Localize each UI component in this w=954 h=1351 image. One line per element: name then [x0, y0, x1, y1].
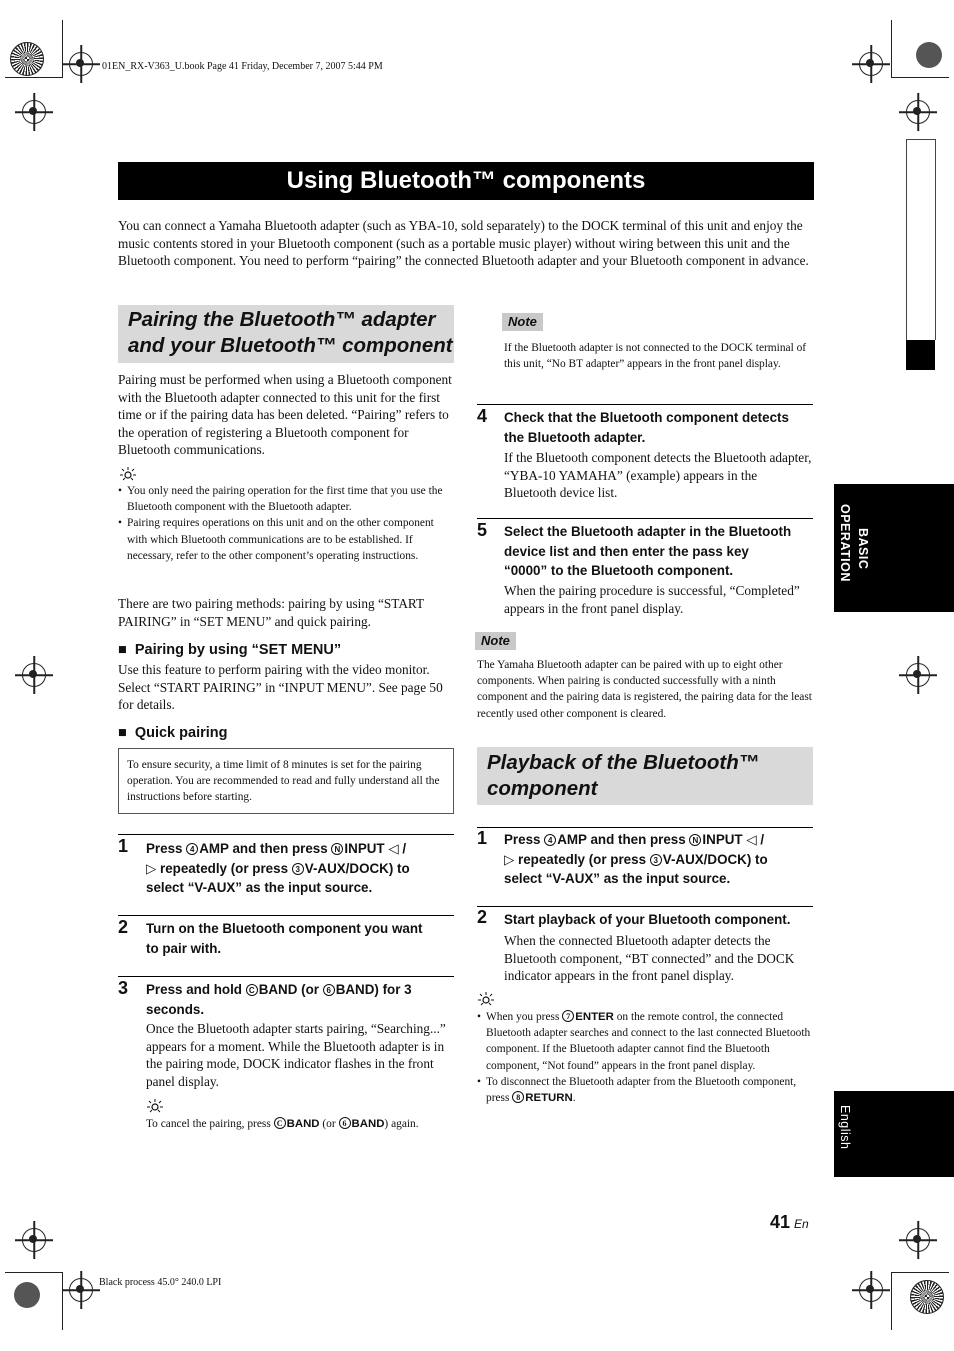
step-text: device list and then enter the pass key	[504, 543, 749, 559]
step-divider	[118, 834, 454, 835]
registration-crosshair	[906, 663, 930, 687]
step-text: ◁ /	[384, 841, 407, 856]
quick-pairing-caution-box	[118, 748, 454, 814]
registration-gray-mark	[916, 42, 942, 68]
tip-lightbulb-icon	[119, 467, 137, 481]
vaux-dock-key-label: V-AUX/DOCK	[304, 860, 389, 876]
step-number: 1	[477, 828, 488, 848]
amp-key-label: AMP	[557, 832, 587, 847]
crop-line	[5, 1272, 63, 1273]
step-text: select “V-AUX” as the input source.	[146, 880, 373, 896]
page-title: Using Bluetooth™ components	[118, 162, 814, 200]
key-number-icon: 6	[323, 984, 335, 996]
setmenu-subheading	[118, 642, 341, 658]
step-text: ▷ repeatedly (or press	[146, 860, 292, 876]
registration-crosshair	[906, 1228, 930, 1252]
key-number-icon: N	[331, 843, 343, 855]
registration-crosshair	[906, 100, 930, 124]
key-number-icon: N	[689, 834, 701, 846]
step4-heading	[504, 408, 816, 447]
quick-pairing-subheading-text: Quick pairing	[134, 725, 228, 741]
note2-text: The Yamaha Bluetooth adapter can be paired with up to eight other components. When pairing is conducted successfully with a ninth component and the pairing data is registered, the pairing data for the least recently used other component is cleared.	[477, 659, 812, 720]
quick-pairing-caution-text: To ensure security, a time limit of 8 minutes is set for the pairing operation. You are recommended to read and fully understand all the instructions before starting.	[127, 759, 440, 804]
step5-heading	[504, 522, 816, 581]
step-number: 3	[118, 978, 129, 998]
amp-key-label: AMP	[199, 841, 229, 856]
key-number-icon: 3	[650, 854, 662, 866]
playback-step2-body: When the connected Bluetooth adapter detects the Bluetooth component, “BT connected” and the DOCK indicator appears in the front panel display.	[504, 933, 795, 984]
key-number-icon: 7	[562, 1010, 574, 1022]
setmenu-subheading-text: Pairing by using “SET MENU”	[134, 642, 342, 658]
playback-step2-heading: Start playback of your Bluetooth component.	[504, 912, 791, 927]
tip-text: (or	[319, 1118, 339, 1130]
registration-crosshair	[22, 100, 46, 124]
step-text: ) to	[746, 851, 768, 867]
crop-line	[891, 20, 892, 78]
step-text: seconds.	[146, 1001, 205, 1017]
step-divider	[118, 976, 454, 977]
step-text: select “V-AUX” as the input source.	[504, 871, 731, 887]
step-text: Check that the Bluetooth component detects	[504, 410, 789, 425]
step-text: ◁ /	[742, 832, 765, 847]
step-divider	[477, 518, 813, 519]
step-text: Select the Bluetooth adapter in the Bluetooth	[504, 524, 792, 539]
quick-pairing-subheading	[118, 725, 228, 741]
band-key-label: BAND	[335, 982, 375, 997]
key-number-icon: C	[274, 1117, 286, 1129]
step-text: Press and hold	[146, 982, 246, 997]
key-number-icon: C	[246, 984, 258, 996]
step-text: the Bluetooth adapter.	[504, 429, 646, 445]
setmenu-paragraph: Use this feature to perform pairing with the video monitor. Select “START PAIRING” in “INPUT MENU”. See page 50 for details.	[118, 662, 443, 713]
key-number-icon: 4	[544, 834, 556, 846]
step-text: ▷ repeatedly (or press	[504, 851, 650, 867]
crop-line	[891, 77, 949, 78]
band-key-label: BAND	[286, 1118, 320, 1130]
registration-star-mark	[10, 42, 44, 76]
tip-text: When you press	[486, 1011, 563, 1023]
step-text: Press	[504, 832, 545, 847]
note-label: Note	[475, 632, 516, 650]
pairing-section-heading	[118, 305, 454, 363]
step-number: 2	[118, 917, 129, 937]
band-key-label: BAND	[258, 982, 298, 997]
list-item: • You only need the pairing operation for the first time that you use the Bluetooth component with the Bluetooth adapter.	[118, 483, 454, 515]
crop-line	[62, 1272, 63, 1330]
thumb-index-marker	[906, 340, 935, 370]
input-key-label: INPUT	[344, 841, 385, 856]
square-bullet-icon: ■	[118, 725, 127, 741]
tip-text: ) again.	[384, 1118, 419, 1130]
step-divider	[118, 915, 454, 916]
playback-section-title-line2: component	[487, 777, 598, 800]
step-number: 5	[477, 520, 488, 540]
return-key-label: RETURN	[525, 1092, 573, 1105]
step-text: (or	[297, 982, 323, 997]
step-number: 1	[118, 836, 129, 856]
square-bullet-icon: ■	[118, 642, 127, 658]
thumb-index-frame	[906, 139, 936, 340]
tip-text: To disconnect the Bluetooth adapter from the Bluetooth component, press	[486, 1075, 797, 1105]
tip-lightbulb-icon	[477, 992, 495, 1006]
registration-crosshair	[69, 1278, 93, 1302]
step-text: to pair with.	[146, 940, 222, 956]
registration-crosshair	[859, 52, 883, 76]
key-number-icon: 3	[292, 863, 304, 875]
playback-tips-list	[477, 1009, 811, 1106]
crop-line	[5, 77, 63, 78]
step-divider	[477, 827, 813, 828]
playback-section-heading	[477, 747, 813, 805]
pairing-section-title-line2: and your Bluetooth™ component	[128, 334, 453, 357]
pairing-step3-body: Once the Bluetooth adapter starts pairing, “Searching...” appears for a moment. While the Bluetooth adapter is in the pairing mode, DOCK indicator flashes in the front panel display.	[146, 1021, 446, 1089]
registration-crosshair	[69, 52, 93, 76]
crop-line	[62, 20, 63, 78]
tab-label-basic: BASIC	[856, 528, 870, 570]
step-number: 4	[477, 406, 488, 426]
playback-step1-heading	[504, 830, 816, 889]
pairing-step1-heading	[146, 839, 456, 898]
pairing-tips-list	[118, 483, 454, 564]
step4-body: If the Bluetooth component detects the Bluetooth adapter, “YBA-10 YAMAHA” (example) appears in the Bluetooth device list.	[504, 450, 812, 501]
tip-text: To cancel the pairing, press	[146, 1118, 274, 1130]
pairing-step2-heading	[146, 919, 456, 958]
step-text: Turn on the Bluetooth component you want	[146, 921, 423, 936]
list-item: • Pairing requires operations on this unit and on the other component with which Bluetooth communications are to be established. If necessary, refer to the other component’s operating instructions.	[118, 515, 454, 564]
key-number-icon: 4	[186, 843, 198, 855]
note1-text: If the Bluetooth adapter is not connected to the DOCK terminal of this unit, “No BT adapter” appears in the front panel display.	[504, 342, 807, 371]
list-item	[477, 1009, 811, 1074]
intro-paragraph: You can connect a Yamaha Bluetooth adapter (such as YBA-10, sold separately) to the DOCK terminal of this unit and enjoy the music contents stored in your Bluetooth component (such as a portable music player) without wiring between this unit and the Bluetooth component. You need to perform “pairing” the connected Bluetooth adapter and your Bluetooth component in advance.	[118, 218, 809, 269]
page-number-suffix: En	[794, 1217, 809, 1231]
tip-text: on the remote control, the connected Bluetooth adapter searches and connect to the last connected Bluetooth component. If the Bluetooth adapter cannot find the Bluetooth component, “Not found” appears in the front panel display.	[486, 1011, 811, 1072]
print-info-header: 01EN_RX-V363_U.book Page 41 Friday, December 7, 2007 5:44 PM	[102, 61, 383, 72]
registration-crosshair	[22, 663, 46, 687]
step-text: and then press	[586, 832, 690, 847]
step-text: ) for 3	[374, 982, 412, 997]
step-text: ) to	[388, 860, 410, 876]
page-number-value: 41	[770, 1212, 791, 1232]
step-text: “0000” to the Bluetooth component.	[504, 563, 734, 579]
tip-text: .	[572, 1092, 576, 1105]
vaux-dock-key-label: V-AUX/DOCK	[662, 851, 747, 867]
step-divider	[477, 404, 813, 405]
step-divider	[477, 906, 813, 907]
key-number-icon: 8	[512, 1091, 524, 1103]
enter-key-label: ENTER	[575, 1011, 614, 1023]
tip-lightbulb-icon	[146, 1099, 164, 1113]
pairing-step3-heading	[146, 980, 456, 1019]
list-item	[477, 1074, 811, 1106]
band-key-label: BAND	[351, 1118, 385, 1130]
step-text: and then press	[228, 841, 332, 856]
crop-line	[891, 1272, 892, 1330]
print-process-info: Black process 45.0° 240.0 LPI	[99, 1277, 222, 1288]
step-text: Press	[146, 841, 187, 856]
basic-operation-tab	[834, 484, 954, 612]
pairing-intro-paragraph: Pairing must be performed when using a Bluetooth component with the Bluetooth adapter connected to this unit for the first time or if the pairing data has been deleted. “Pairing” refers to the operation of registering a Bluetooth component for Bluetooth communications.	[118, 372, 452, 458]
registration-gray-mark	[14, 1282, 40, 1308]
step5-body: When the pairing procedure is successful, “Completed” appears in the front panel display.	[504, 583, 800, 616]
tab-label-operation: OPERATION	[838, 504, 852, 582]
key-number-icon: 6	[339, 1117, 351, 1129]
registration-star-mark	[910, 1280, 944, 1314]
crop-line	[891, 1272, 949, 1273]
input-key-label: INPUT	[702, 832, 743, 847]
registration-crosshair	[22, 1228, 46, 1252]
step-number: 2	[477, 907, 488, 927]
pairing-methods-paragraph: There are two pairing methods: pairing by using “START PAIRING” in “SET MENU” and quick pairing.	[118, 596, 424, 629]
note-label: Note	[502, 313, 543, 331]
registration-crosshair	[859, 1278, 883, 1302]
playback-section-title-line1: Playback of the Bluetooth™	[487, 751, 760, 774]
tab-label-english: English	[838, 1105, 852, 1150]
page-number	[770, 1212, 809, 1233]
pairing-cancel-tip	[146, 1116, 419, 1132]
english-tab	[834, 1091, 954, 1177]
pairing-section-title-line1: Pairing the Bluetooth™ adapter	[128, 308, 436, 331]
